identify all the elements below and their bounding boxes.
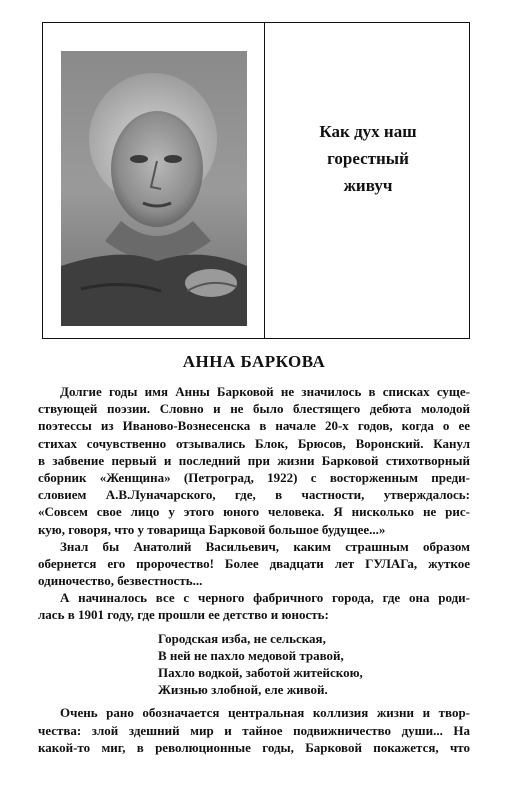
- text-line: А начиналось все с черного фабричного города, где она роди-: [60, 590, 470, 606]
- poem-quote: [38, 630, 470, 699]
- epigraph-line: Как дух наш: [319, 122, 417, 141]
- poem-line: В ней не пахло медовой травой,: [158, 647, 344, 663]
- text-line: «Совсем свое лицо у этого юного человека. Я нисколько не рис-: [38, 504, 470, 520]
- epigraph-line: живуч: [343, 176, 393, 195]
- text-line: стихах сочувственно отзывались Блок, Брюсов, Воронский. Канул: [38, 435, 470, 451]
- text-line: поэтессы из Иваново-Вознесенска в начале 20-х годов, когда о ее: [38, 418, 470, 434]
- author-heading: АННА БАРКОВА: [182, 352, 326, 371]
- author-portrait-photo: [61, 51, 247, 326]
- poem-line: Жизнью злобной, еле живой.: [158, 682, 328, 698]
- text-line: кую, говоря, что у товарища Барковой большое будущее...»: [38, 521, 386, 537]
- text-line: лась в 1901 году, где прошли ее детство и юность:: [38, 607, 329, 623]
- text-line: Очень рано обозначается центральная коллизия жизни и твор-: [60, 705, 470, 721]
- text-line: словием А.В.Луначарского, где, в частности, утверждалось:: [38, 487, 470, 503]
- text-line: в забвение первый и последний при жизни Барковой стихотворный: [38, 452, 470, 468]
- photo-panel: [43, 23, 265, 338]
- text-line: ствующей поэзии. Словно и не было блестящего дебюта молодой: [38, 401, 470, 417]
- poem-line: Пахло водкой, заботой житейскою,: [158, 665, 363, 680]
- text-line: одиночество, безвестность...: [38, 573, 203, 589]
- text-line: чества: злой здешний мир и тайное подвижничество души... На: [38, 722, 470, 738]
- paragraph: [38, 538, 470, 590]
- paragraph: [38, 383, 470, 538]
- article-body: [38, 383, 470, 756]
- epigraph-line: горестный: [327, 149, 409, 168]
- text-line: обернется его пророчество! Более двадцати лет ГУЛАГа, жуткое: [38, 555, 470, 571]
- paragraph: [38, 704, 470, 756]
- text-line: какой-то миг, в революционные годы, Барковой покажется, что: [38, 739, 470, 755]
- text-line: Долгие годы имя Анны Барковой не значилось в списках суще-: [60, 384, 470, 399]
- text-line: Знал бы Анатолий Васильевич, каким страшным образом: [60, 538, 470, 554]
- paragraph: [38, 589, 470, 623]
- poem-line: Городская изба, не сельская,: [158, 630, 326, 646]
- text-line: сборник «Женщина» (Петроград, 1922) с восторженным преди-: [38, 469, 470, 485]
- header-frame: [42, 22, 470, 339]
- epigraph: [265, 118, 471, 199]
